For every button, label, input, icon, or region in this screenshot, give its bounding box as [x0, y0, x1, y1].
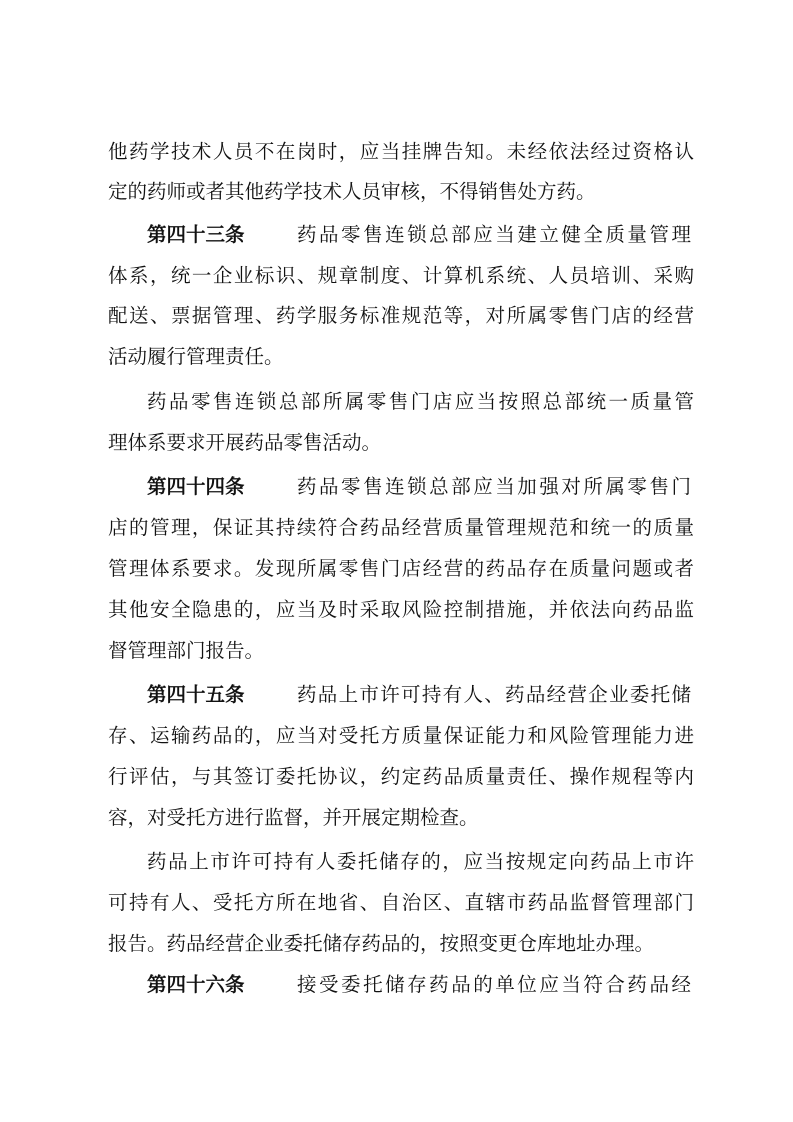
- text-line: 行评估，与其签订委托协议，约定药品质量责任、操作规程等内: [108, 765, 694, 788]
- article-number: 第四十五条: [147, 683, 245, 706]
- text-line: 容，对受托方进行监督，并开展定期检查。: [108, 806, 479, 829]
- article-43-line: [147, 215, 694, 255]
- text-line: 药品零售连锁总部应当加强对所属零售门: [297, 475, 691, 498]
- article-44-line: [147, 467, 694, 507]
- text-line: 店的管理，保证其持续符合药品经营质量管理规范和统一的质量: [108, 516, 694, 539]
- text-line: 药品上市许可持有人、药品经营企业委托储: [297, 683, 691, 706]
- text-line: 体系，统一企业标识、规章制度、计算机系统、人员培训、采购: [108, 264, 694, 287]
- text-line: 管理体系要求。发现所属零售门店经营的药品存在质量问题或者: [108, 557, 694, 580]
- text-line: 活动履行管理责任。: [108, 345, 284, 368]
- text-line: 督管理部门报告。: [108, 639, 265, 662]
- text-line: 可持有人、受托方所在地省、自治区、直辖市药品监督管理部门: [108, 891, 694, 914]
- article-46-line: [147, 965, 694, 1005]
- article-number: 第四十四条: [147, 475, 245, 498]
- text-line: 报告。药品经营企业委托储存药品的，按照变更仓库地址办理。: [108, 932, 655, 955]
- text-line: 其他安全隐患的，应当及时采取风险控制措施，并依法向药品监: [108, 598, 694, 621]
- text-line: 药品零售连锁总部所属零售门店应当按照总部统一质量管: [147, 390, 694, 413]
- article-45-line: [147, 675, 694, 715]
- text-line: 药品上市许可持有人委托储存的，应当按规定向药品上市许: [147, 850, 694, 873]
- article-number: 第四十三条: [147, 223, 245, 246]
- text-line: 存、运输药品的，应当对受托方质量保证能力和风险管理能力进: [108, 724, 694, 747]
- article-number: 第四十六条: [147, 973, 245, 996]
- text-line: 配送、票据管理、药学服务标准规范等，对所属零售门店的经营: [108, 304, 694, 327]
- text-line: 他药学技术人员不在岗时，应当挂牌告知。未经依法经过资格认: [108, 140, 694, 163]
- text-line: 理体系要求开展药品零售活动。: [108, 431, 382, 454]
- text-line: 定的药师或者其他药学技术人员审核，不得销售处方药。: [108, 180, 596, 203]
- text-line: 药品零售连锁总部应当建立健全质量管理: [297, 223, 691, 246]
- text-line: 接受委托储存药品的单位应当符合药品经: [297, 973, 691, 996]
